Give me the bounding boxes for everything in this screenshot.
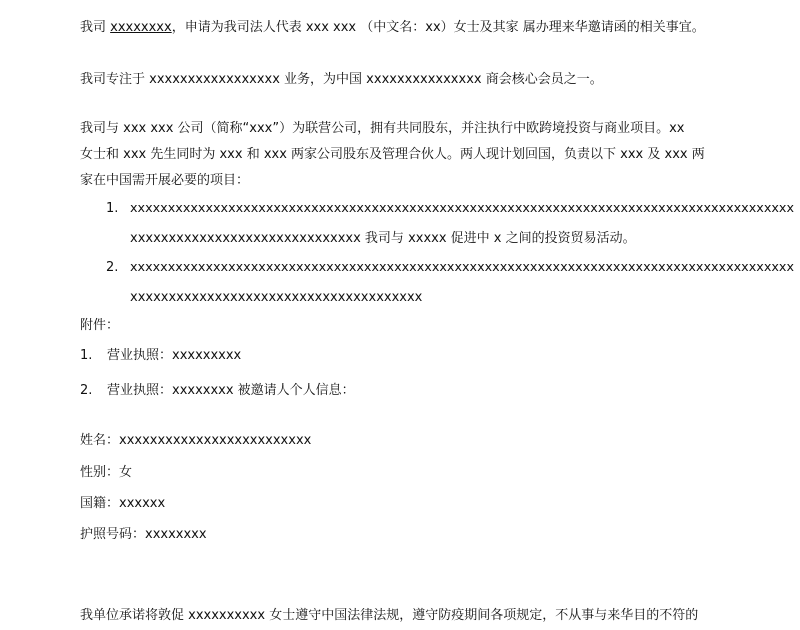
attachment-item-2: 营业执照：xxxxxxxx 被邀请人个人信息： (107, 383, 355, 398)
company-placeholder: xxxxxxxx (110, 20, 172, 35)
closing-paragraph: 我单位承诺将敦促 xxxxxxxxxx 女士遵守中国法律法规，遵守防疫期间各项规定，不从事与来华目的不符的 (80, 608, 699, 623)
attachment-number-2: 2. (80, 383, 93, 398)
info-gender: 性别：女 (80, 465, 133, 480)
attachment-number-1: 1. (80, 348, 93, 363)
partnership-paragraph-line-3: 家在中国需开展必要的项目： (80, 173, 250, 188)
project-list-number-1: 1. (106, 201, 119, 216)
partnership-paragraph-line-1: 我司与 xxx xxx 公司（简称“xxx”）为联营公司，拥有共同股东，并注执行中欧跨境投资与商业项目。xx (80, 121, 685, 136)
attachment-item-1: 营业执照：xxxxxxxxx (107, 348, 242, 363)
project-list-item-1-line-1: xxxxxxxxxxxxxxxxxxxxxxxxxxxxxxxxxxxxxxxxxxxxxxxxxxxxxxxxxxxxxxxxxxxxxxxxxxxxxxxxxxxxxxxx (130, 201, 794, 216)
project-list-item-2-line-1: xxxxxxxxxxxxxxxxxxxxxxxxxxxxxxxxxxxxxxxxxxxxxxxxxxxxxxxxxxxxxxxxxxxxxxxxxxxxxxxxxxxxxxxx (130, 260, 794, 275)
business-paragraph: 我司专注于 xxxxxxxxxxxxxxxxx 业务，为中国 xxxxxxxxxxxxxxx 商会核心会员之一。 (80, 72, 603, 87)
attachments-label: 附件： (80, 318, 120, 333)
info-name: 姓名：xxxxxxxxxxxxxxxxxxxxxxxxx (80, 433, 312, 448)
info-nationality: 国籍：xxxxxx (80, 496, 166, 511)
partnership-paragraph-line-2: 女士和 xxx 先生同时为 xxx 和 xxx 两家公司股东及管理合伙人。两人现计划回国，负责以下 xxx 及 xxx 两 (80, 147, 705, 162)
info-passport: 护照号码：xxxxxxxx (80, 527, 207, 542)
intro-text-start: 我司 (80, 20, 111, 35)
project-list-item-1-line-2: xxxxxxxxxxxxxxxxxxxxxxxxxxxxxx 我司与 xxxxx 促进中 x 之间的投资贸易活动。 (130, 231, 636, 246)
project-list-number-2: 2. (106, 260, 119, 275)
intro-text-end: ，申请为我司法人代表 xxx xxx （中文名：xx）女士及其家 属办理来华邀请函的相关事宜。 (171, 20, 705, 35)
intro-paragraph (80, 19, 705, 37)
project-list-item-2-line-2: xxxxxxxxxxxxxxxxxxxxxxxxxxxxxxxxxxxxxx (130, 290, 423, 305)
